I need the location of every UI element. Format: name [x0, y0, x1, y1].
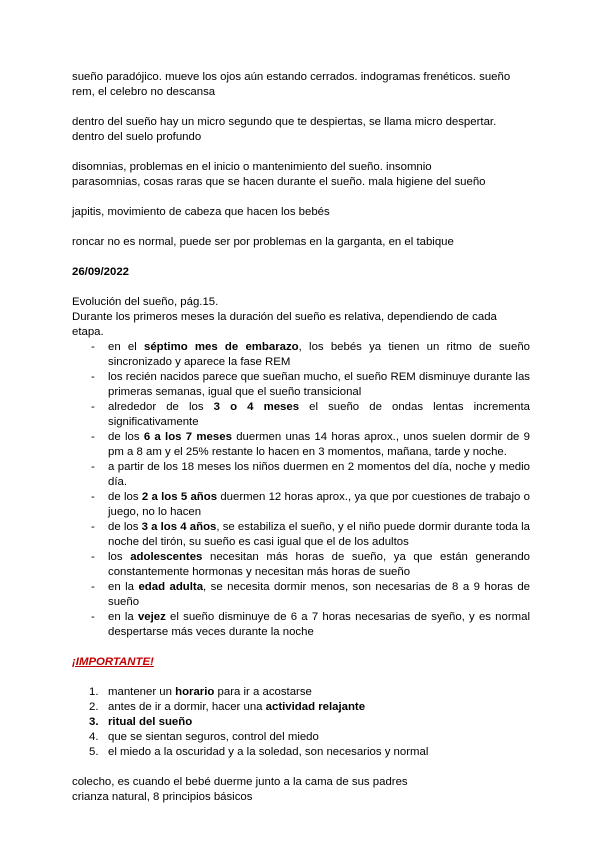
- item-text: de los: [108, 431, 144, 443]
- item-text: , los bebés ya tienen un ritmo de sueño sincronizado y aparece la fase REM: [108, 341, 530, 368]
- item-text: que se sientan seguros, control del miedo: [108, 731, 319, 743]
- list-item: [89, 685, 530, 700]
- list-item: [108, 370, 530, 400]
- item-text: para ir a acostarse: [214, 686, 312, 698]
- item-text: necesitan más horas de sueño, ya que están generando constantemente hormonas y necesitan más horas de sueño: [108, 551, 530, 578]
- item-bold-text: ritual del sueño: [108, 716, 193, 728]
- item-text: alrededor de los: [108, 401, 214, 413]
- closing-cosleeping: colecho, es cuando el bebé duerme junto a la cama de sus padres: [72, 776, 408, 788]
- item-text: los: [108, 551, 131, 563]
- item-text: a partir de los 18 meses los niños duermen en 2 momentos del día, noche y medio día.: [108, 461, 530, 488]
- item-text: mantener un: [108, 686, 176, 698]
- list-item: [108, 520, 530, 550]
- item-bold-text: 3 o 4 meses: [213, 401, 300, 413]
- item-bold-text: 2 a los 5 años: [141, 491, 218, 503]
- paragraph-parasomnias: parasomnias, cosas raras que se hacen durante el sueño. mala higiene del sueño: [72, 176, 486, 188]
- item-number: 4.: [89, 731, 99, 743]
- list-item: [108, 340, 530, 370]
- item-text: en el: [108, 341, 144, 353]
- list-item: [89, 715, 530, 730]
- list-item: [89, 745, 530, 760]
- list-item: [108, 430, 530, 460]
- item-text: , se necesita dormir menos, son necesarias de 8 a 9 horas de sueño: [108, 581, 531, 608]
- evolution-title: Evolución del sueño, pág.15.: [72, 296, 219, 308]
- item-bold-text: adolescentes: [130, 551, 203, 563]
- list-item: [89, 730, 530, 745]
- item-number: 3.: [89, 716, 99, 728]
- list-item: [108, 610, 530, 640]
- list-item: [108, 460, 530, 490]
- list-item: [108, 490, 530, 520]
- document-content: [72, 70, 530, 805]
- item-bold-text: horario: [175, 686, 215, 698]
- item-text: duermen 12 horas aprox., ya que por cuestiones de trabajo o juego, no lo hacen: [108, 491, 530, 518]
- evolution-list: [72, 340, 530, 640]
- evolution-intro: Durante los primeros meses la duración del sueño es relativa, dependiendo de cada etapa.: [72, 311, 497, 338]
- item-text: el sueño de ondas lentas incrementa significativamente: [108, 401, 530, 428]
- item-bold-text: vejez: [137, 611, 166, 623]
- item-number: 2.: [89, 701, 99, 713]
- item-text: en la: [108, 581, 139, 593]
- item-number: 5.: [89, 746, 99, 758]
- item-text: duermen unas 14 horas aprox., unos suelen dormir de 9 pm a 8 am y el 25% restante lo hacen en 3 momentos, mañana, tarde y noche.: [108, 431, 530, 458]
- paragraph-dyssomnias: disomnias, problemas en el inicio o mantenimiento del sueño. insomnio: [72, 161, 432, 173]
- item-text: en la: [108, 611, 138, 623]
- paragraph-japitis: japitis, movimiento de cabeza que hacen los bebés: [72, 206, 330, 218]
- item-bold-text: 6 a los 7 meses: [143, 431, 232, 443]
- item-bold-text: 3 a los 4 años: [141, 521, 217, 533]
- item-text: de los: [108, 491, 142, 503]
- item-text: el miedo a la oscuridad y a la soledad, son necesarios y normal: [108, 746, 429, 758]
- item-number: 1.: [89, 686, 99, 698]
- list-item: [108, 580, 530, 610]
- list-item: [89, 700, 530, 715]
- section-date: 26/09/2022: [72, 266, 130, 278]
- important-list: [72, 685, 530, 760]
- item-text: los recién nacidos parece que sueñan mucho, el sueño REM disminuye durante las primeras semanas, igual que el sueño transicional: [108, 371, 530, 398]
- item-bold-text: edad adulta: [138, 581, 204, 593]
- item-text: , se estabiliza el sueño, y el niño puede dormir durante toda la noche del tirón, su sueño es casi igual que el de los adultos: [108, 521, 530, 548]
- paragraph-micro-awakening: dentro del sueño hay un micro segundo que te despiertas, se llama micro despertar. dentro del suelo profundo: [72, 116, 497, 143]
- item-bold-text: séptimo mes de embarazo: [144, 341, 299, 353]
- closing-natural-parenting: crianza natural, 8 principios básicos: [72, 791, 253, 803]
- paragraph-snoring: roncar no es normal, puede ser por problemas en la garganta, en el tabique: [72, 236, 454, 248]
- list-item: [108, 400, 530, 430]
- paragraph-paradoxical-sleep: sueño paradójico. mueve los ojos aún estando cerrados. indogramas frenéticos. sueño rem, el celebro no descansa: [72, 71, 511, 98]
- important-heading: ¡IMPORTANTE!: [72, 656, 154, 668]
- item-text: antes de ir a dormir, hacer una: [108, 701, 266, 713]
- item-text: de los: [108, 521, 142, 533]
- list-item: [108, 550, 530, 580]
- item-text: el sueño disminuye de 6 a 7 horas necesarias de syeño, y es normal despertarse más veces durante la noche: [108, 611, 530, 638]
- item-bold-text: actividad relajante: [265, 701, 366, 713]
